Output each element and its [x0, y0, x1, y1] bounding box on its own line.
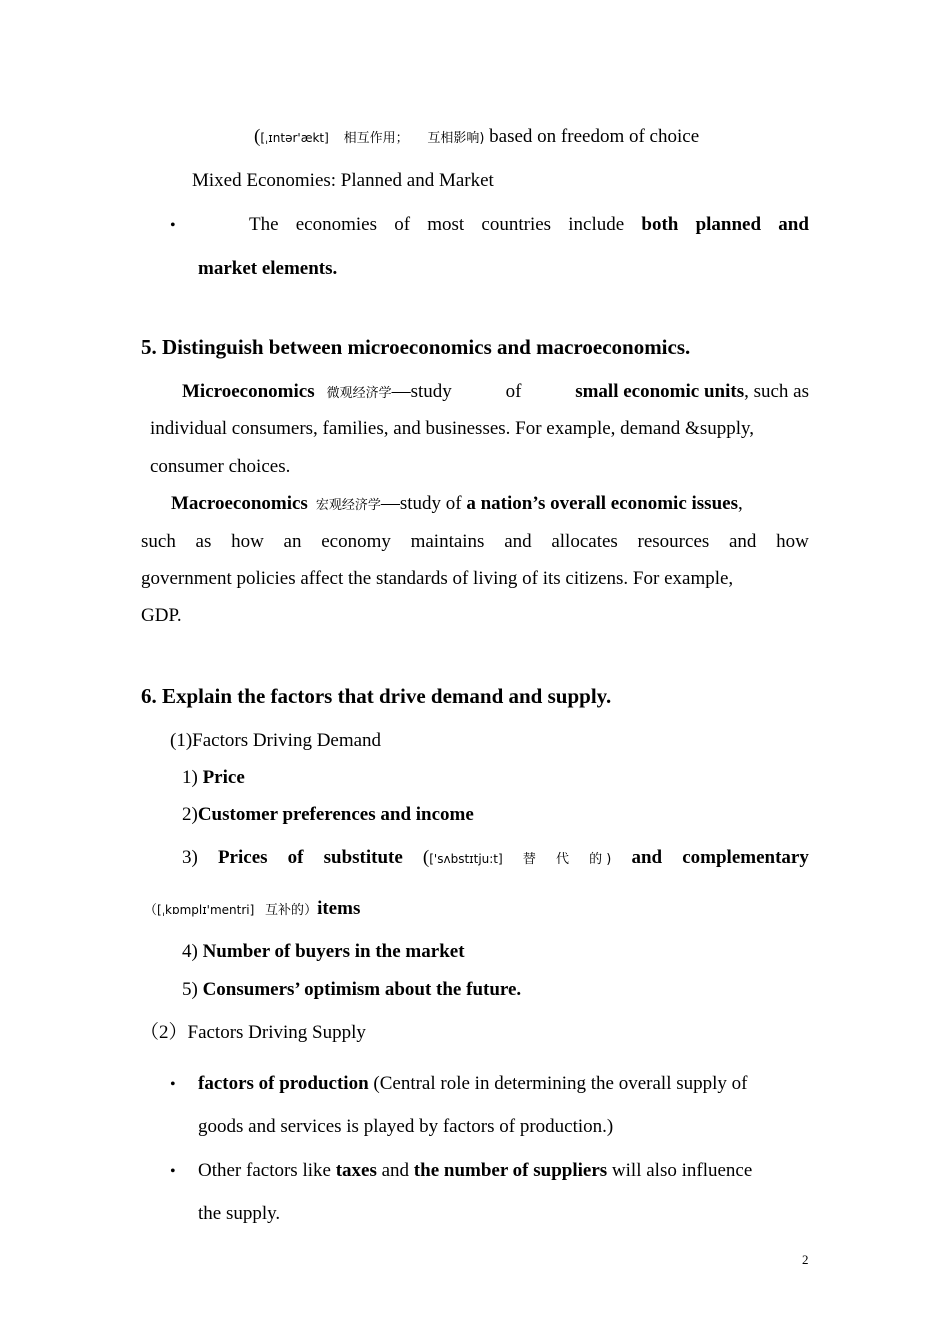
- supply-bullet-2: Other factors like taxes and the number of suppliers will also influence: [198, 1160, 753, 1181]
- phonetic: [ˌkɒmplɪ'mentri]: [157, 903, 255, 917]
- mixed-economies-line: Mixed Economies: Planned and Market: [192, 170, 494, 191]
- chinese-gloss: 相互作用；: [343, 131, 409, 146]
- macroeconomics-line4: GDP.: [141, 605, 182, 626]
- phonetic: [ˌɪntər'ækt]: [260, 131, 329, 145]
- page-number: 2: [802, 1252, 809, 1267]
- bullet-icon: •: [170, 217, 176, 234]
- supply-bullet-1: factors of production (Central role in determining the overall supply of: [198, 1073, 748, 1094]
- demand-item-3-line2: （[ˌkɒmplɪ'mentri] 互补的）items: [144, 898, 361, 919]
- demand-item-1: 1) Price: [182, 767, 245, 788]
- gloss-text: based on freedom of choice: [489, 126, 700, 147]
- demand-item-4: 4) Number of buyers in the market: [182, 941, 465, 962]
- interact-gloss-line: ([ˌɪntər'ækt] 相互作用； 互相影响) based on freedom of choice: [254, 126, 700, 147]
- microeconomics-line1: Microeconomics 微观经济学—study of small economic units, such as: [182, 381, 809, 402]
- bullet-icon: •: [170, 1163, 176, 1180]
- bullet-icon: •: [170, 1076, 176, 1093]
- chinese-gloss: 互相影响: [427, 131, 480, 146]
- supply-title: （2）Factors Driving Supply: [140, 1022, 366, 1043]
- mixed-economies-bullet-line2: market elements.: [198, 258, 338, 279]
- section-5-heading: 5. Distinguish between microeconomics and macroeconomics.: [141, 335, 691, 359]
- microeconomics-line2: individual consumers, families, and businesses. For example, demand &supply,: [150, 418, 755, 439]
- macroeconomics-line2: such as how an economy maintains and allocates resources and how: [141, 531, 809, 552]
- microeconomics-line3: consumer choices.: [150, 456, 291, 477]
- macroeconomics-line3: government policies affect the standards of living of its citizens. For example,: [141, 568, 734, 589]
- phonetic: ['sʌbstɪtju:t]: [429, 852, 503, 866]
- demand-item-2: 2)Customer preferences and income: [182, 804, 474, 825]
- supply-bullet-1-line2: goods and services is played by factors of production.): [198, 1116, 614, 1137]
- section-6-heading: 6. Explain the factors that drive demand and supply.: [141, 684, 612, 708]
- demand-item-3-line1: 3) Prices of substitute (['sʌbstɪtju:t] 替 代 的 ) and complementary: [182, 847, 809, 868]
- supply-bullet-2-line2: the supply.: [198, 1203, 281, 1224]
- mixed-economies-bullet: The economies of most countries include both planned and: [249, 214, 809, 235]
- demand-title: (1)Factors Driving Demand: [170, 730, 382, 751]
- macroeconomics-line1: Macroeconomics 宏观经济学—study of a nation’s overall economic issues,: [171, 493, 743, 514]
- demand-item-5: 5) Consumers’ optimism about the future.: [182, 979, 522, 1000]
